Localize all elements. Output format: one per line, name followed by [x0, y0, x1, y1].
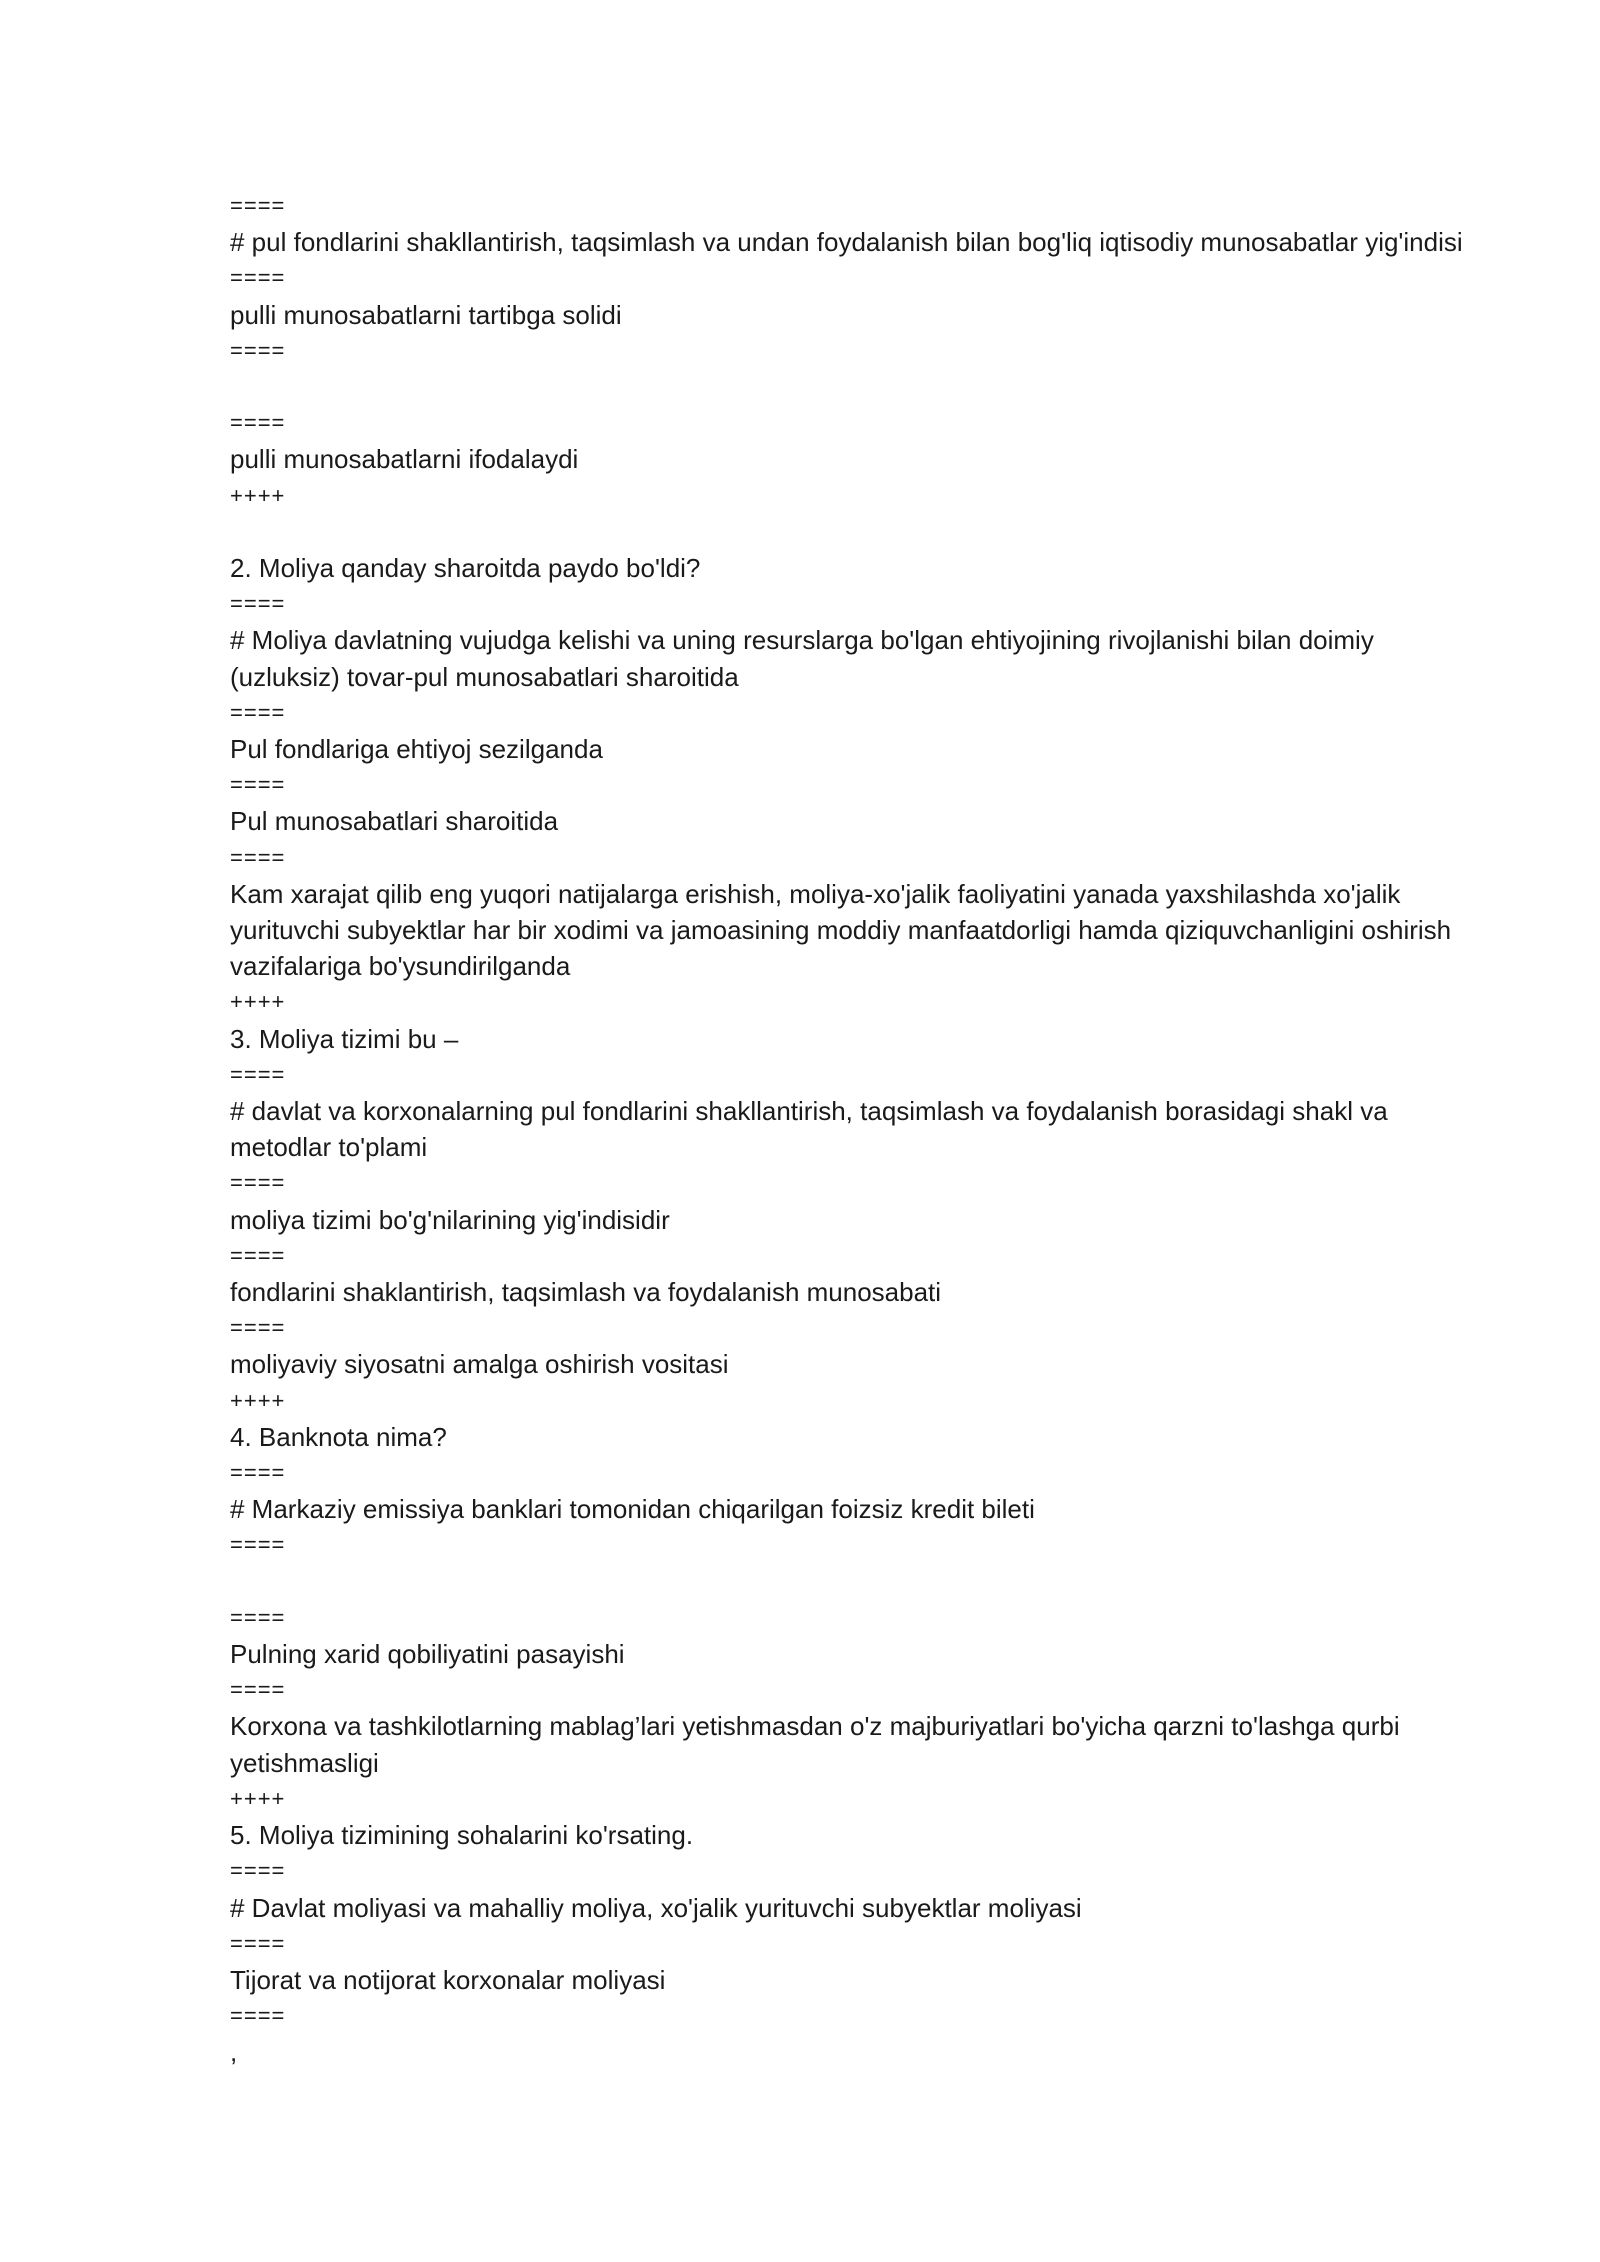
separator-line: ==== — [230, 1170, 286, 1196]
text-line: 4. Banknota nima? — [230, 1421, 447, 1452]
text-line: # davlat va korxonalarning pul fondlarini shakllantirish, taqsimlash va foydalanish borasidagi shakl va metodlar to'plami — [230, 1096, 1388, 1163]
separator-line: ++++ — [230, 1387, 286, 1413]
text-line: 5. Moliya tizimining sohalarini ko'rsating. — [230, 1820, 694, 1851]
separator-line: ==== — [230, 1061, 286, 1087]
text-line: pulli munosabatlarni ifodalaydi — [230, 444, 579, 475]
separator-line: ==== — [230, 1460, 286, 1486]
document-page — [230, 188, 1480, 2071]
separator-line: ==== — [230, 193, 286, 218]
separator-line: ==== — [230, 1242, 286, 1268]
text-line: Pulning xarid qobiliyatini pasayishi — [230, 1639, 625, 1670]
text-line: 2. Moliya qanday sharoitda paydo bo'ldi? — [230, 553, 701, 583]
separator-line: ==== — [230, 1532, 286, 1558]
separator-line: ++++ — [230, 482, 286, 508]
separator-line: ==== — [230, 772, 286, 798]
text-line: Korxona va tashkilotlarning mablag’lari yetishmasdan o'z majburiyatlari bo'yicha qarzni to'lashga qurbi yetishmasligi — [230, 1711, 1400, 1778]
text-line — [230, 369, 1480, 405]
text-line: Tijorat va notijorat korxonalar moliyasi — [230, 1964, 666, 1995]
text-line: # Davlat moliyasi va mahalliy moliya, xo'jalik yurituvchi subyektlar moliyasi — [230, 1892, 1082, 1923]
separator-line: ==== — [230, 591, 286, 617]
separator-line: ==== — [230, 337, 286, 363]
separator-line: ==== — [230, 265, 286, 291]
separator-line: ++++ — [230, 1785, 286, 1811]
text-line: , — [230, 2037, 238, 2068]
text-line: pulli munosabatlarni tartibga solidi — [230, 299, 622, 330]
text-line: fondlarini shaklantirish, taqsimlash va foydalanish munosabati — [230, 1277, 942, 1308]
separator-line: ==== — [230, 1930, 286, 1956]
text-line: moliyaviy siyosatni amalga oshirish vositasi — [230, 1349, 729, 1380]
separator-line: ==== — [230, 699, 286, 725]
separator-line: ==== — [230, 410, 286, 436]
text-line: Kam xarajat qilib eng yuqori natijalarga erishish, moliya-xo'jalik faoliyatini yanada yaxshilashda xo'jalik yurituvchi subyektlar har bir xodimi va jamoasining moddiy manfaatdorligi hamda qiziquvchanligini oshirish vazifalariga bo'ysundirilganda — [230, 878, 1452, 982]
separator-line: ==== — [230, 844, 286, 870]
text-line: 3. Moliya tizimi bu – — [230, 1023, 459, 1054]
separator-line: ++++ — [230, 989, 286, 1015]
text-line: # Markaziy emissiya banklari tomonidan chiqarilgan foizsiz kredit bileti — [230, 1494, 1035, 1525]
separator-line: ==== — [230, 2003, 286, 2029]
text-line: # pul fondlarini shakllantirish, taqsimlash va undan foydalanish bilan bog'liq iqtisodiy munosabatlar yig'indisi — [230, 227, 1463, 258]
text-line: Pul fondlariga ehtiyoj sezilganda — [230, 734, 603, 765]
text-line: moliya tizimi bo'g'nilarining yig'indisidir — [230, 1204, 670, 1235]
text-line — [230, 514, 1480, 550]
text-line — [230, 1564, 1480, 1600]
separator-line: ==== — [230, 1858, 286, 1884]
text-line: # Moliya davlatning vujudga kelishi va uning resurslarga bo'lgan ehtiyojining rivojlanishi bilan doimiy (uzluksiz) tovar-pul munosabatlari sharoitida — [230, 625, 1374, 692]
separator-line: ==== — [230, 1604, 286, 1630]
separator-line: ==== — [230, 1315, 286, 1341]
separator-line: ==== — [230, 1677, 286, 1703]
text-line: Pul munosabatlari sharoitida — [230, 806, 559, 837]
